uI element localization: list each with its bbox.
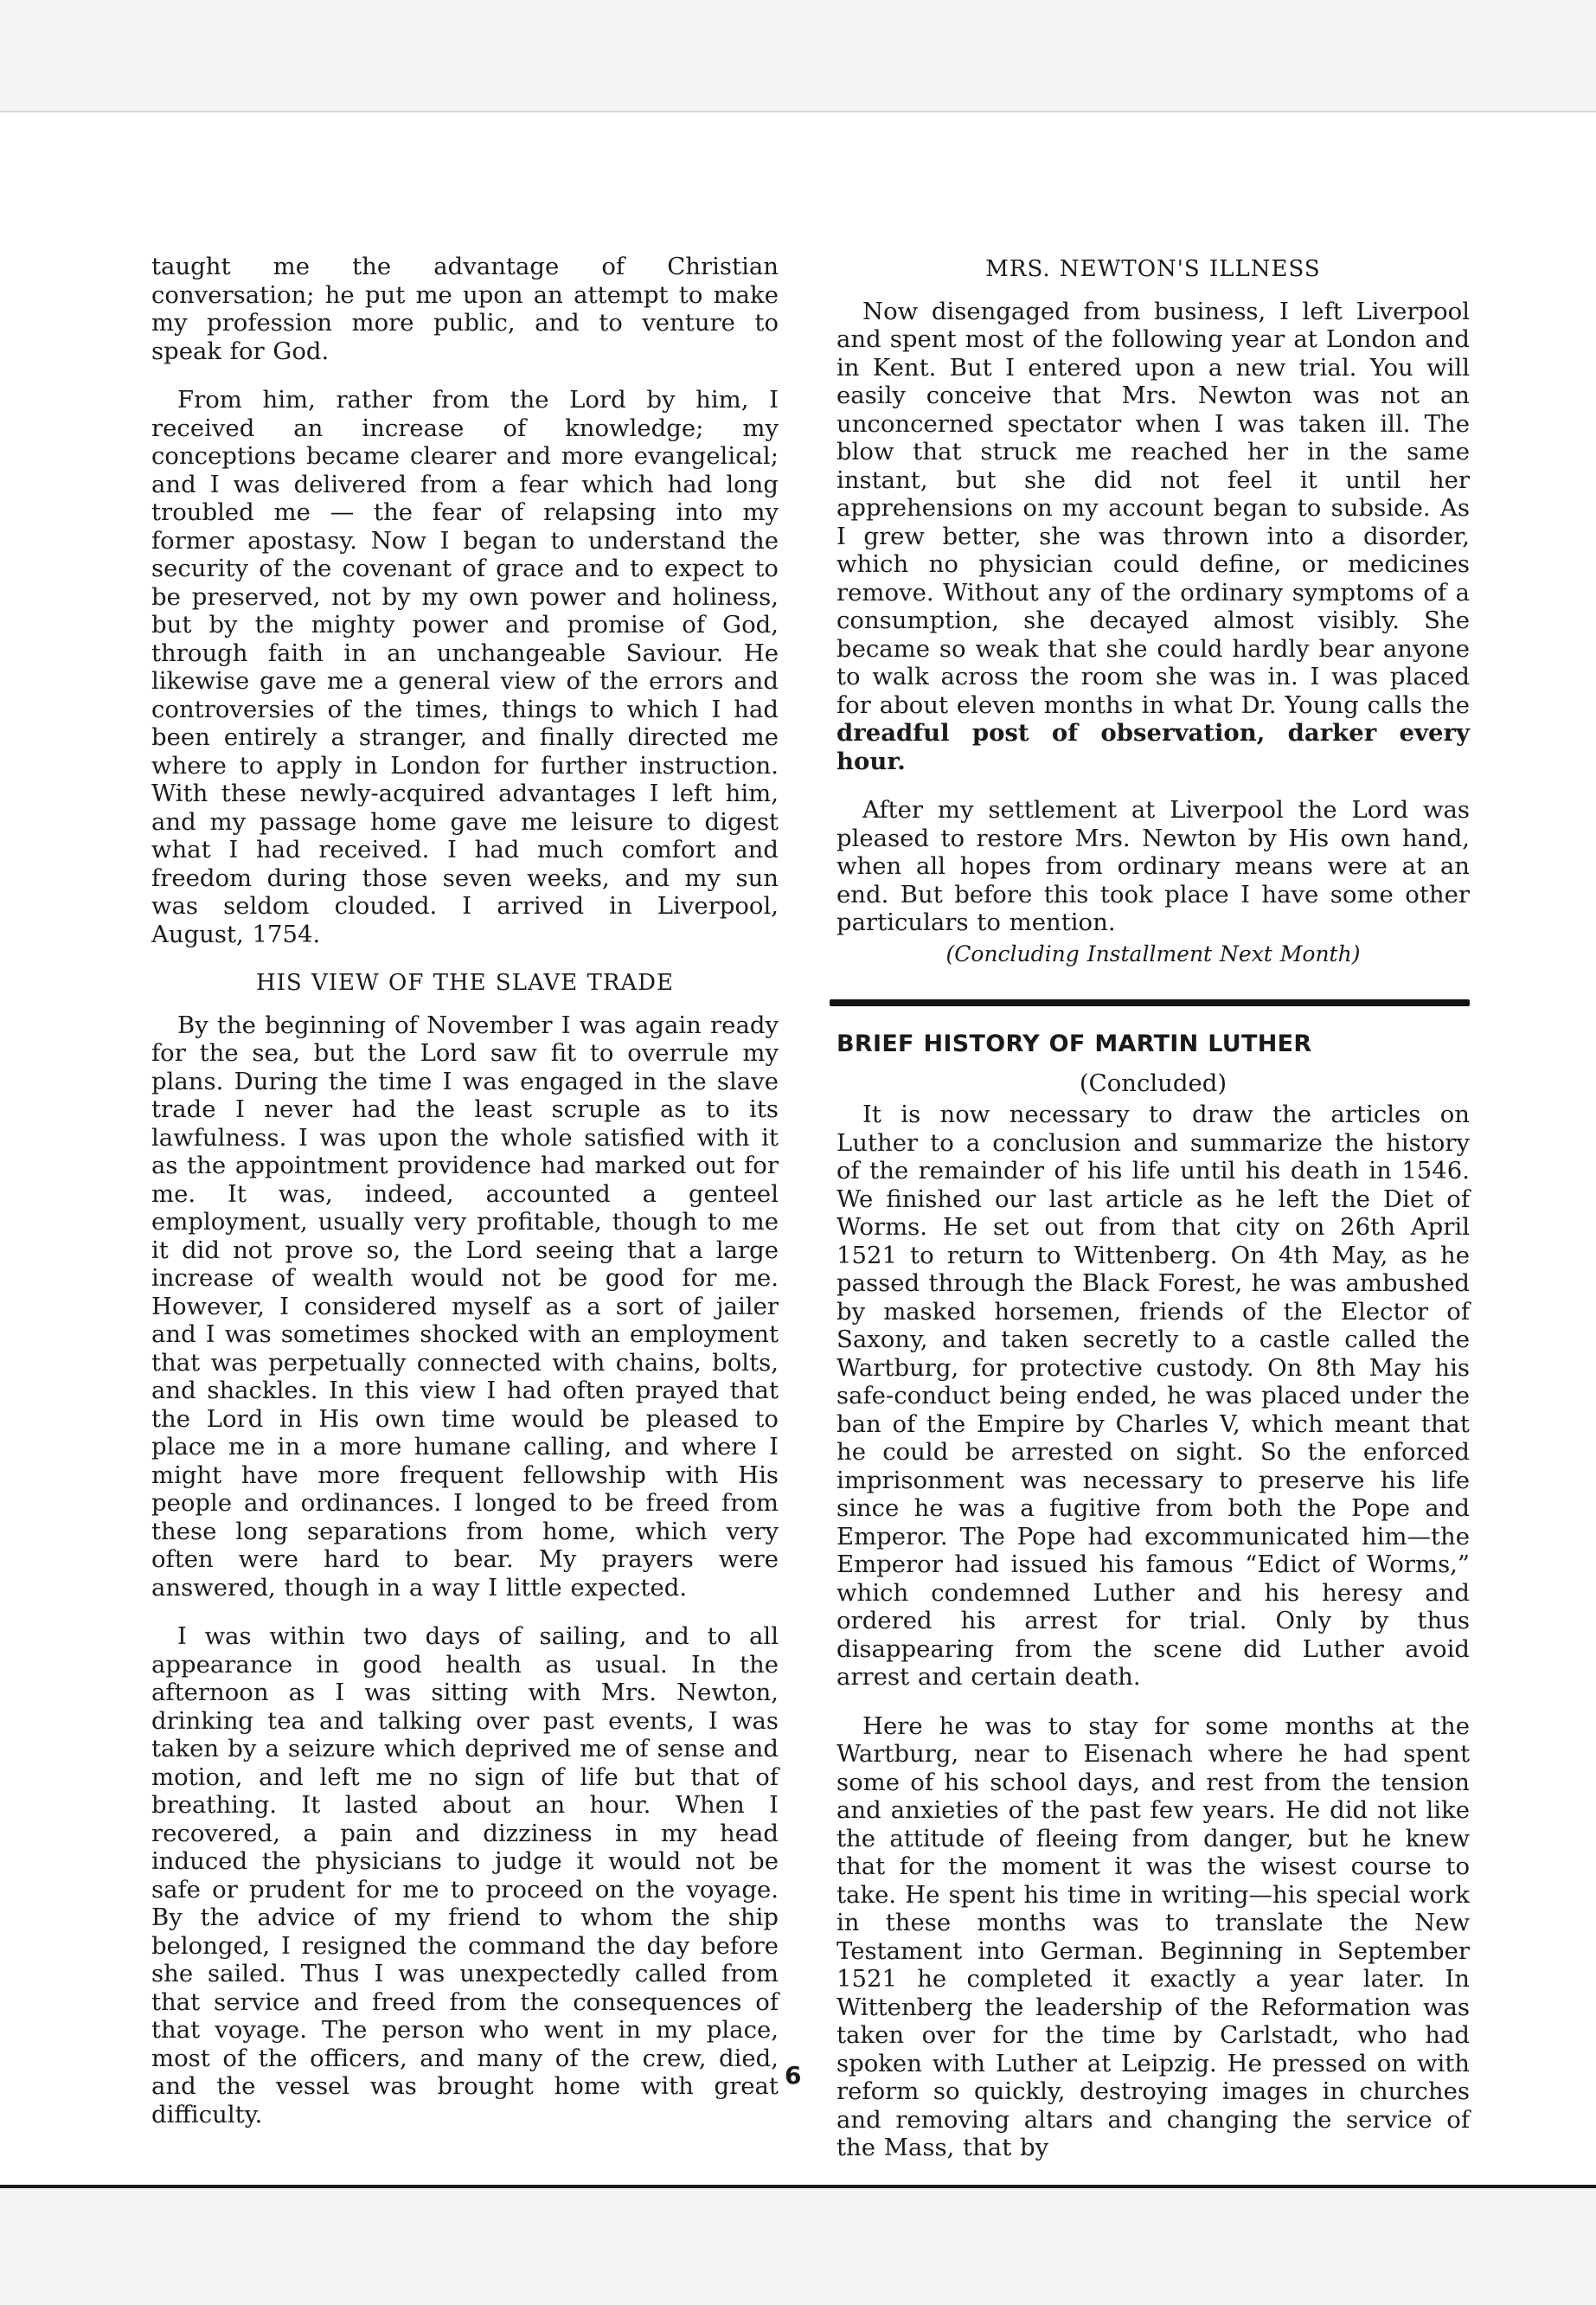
page-number: 6: [785, 2061, 802, 2090]
article-subtitle: (Concluded): [1079, 1069, 1227, 1097]
paragraph: It is now necessary to draw the articles on Luther to a conclusion and summarize the history of the remainder of his life until his death in 1546. We finished our last article as he left the Diet of Worms. He set out from that city on 26th April 1521 to return to Wittenberg. On 4th May, as he passed through the Black Forest, he was ambushed by masked horsemen, friends of the Elector of Saxony, and taken secretly to a castle called the Wartburg, for protective custody. On 8th May his safe-conduct being ended, he was placed under the ban of the Empire by Charles V, which meant that he could be arrested on sight. So the enforced imprisonment was necessary to preserve his life since he was a fugitive from both the Pope and Emperor. The Pope had excommunicated him—the Emperor had issued his famous “Edict of Worms,” which condemned Luther and his heresy and ordered his arrest for trial. Only by thus disappearing from the scene did Luther avoid arrest and certain death.: [836, 1101, 1470, 1691]
left-column: [151, 253, 779, 2149]
scan-bottom-margin: [0, 2185, 1596, 2305]
paragraph: taught me the advantage of Christian conversation; he put me upon an attempt to make my profession more public, and to venture to speak for God.: [151, 253, 779, 365]
paragraph: Here he was to stay for some months at the Wartburg, near to Eisenach where he had spent some of his school days, and rest from the tension and anxieties of the past few years. He did not like the attitude of fleeing from danger, but he knew that for the moment it was the wisest course to take. He spent his time in writing—his special work in these months was to translate the New Testament into German. Beginning in September 1521 he completed it exactly a year later. In Wittenberg the leadership of the Reformation was taken over for the time by Carlstadt, who had spoken with Luther at Leipzig. He pressed on with reform so quickly, destroying images in churches and removing altars and changing the service of the Mass, that by: [836, 1711, 1470, 2161]
paragraph: After my settlement at Liverpool the Lord was pleased to restore Mrs. Newton by His own hand, when all hopes from ordinary means were at an end. But before this took place I have some other particulars to mention.: [836, 796, 1470, 936]
paragraph-text: Now disengaged from business, I left Liverpool and spent most of the following year at London and in Kent. But I entered upon a new trial. You will easily conceive that Mrs. Newton was not an unconcerned spectator when I was taken ill. The blow that struck me reached her in the same instant, but she did not feel it until her apprehensions on my account began to subside. As I grew better, she was thrown into a disorder, which no physician could define, or medicines remove. Without any of the ordinary symptoms of a consumption, she decayed almost visibly. She became so weak that she could hardly bear anyone to walk across the room she was in. I was placed for about eleven months in what Dr. Young calls the: [836, 297, 1470, 719]
section-heading-slave-trade: HIS VIEW OF THE SLAVE TRADE: [255, 970, 674, 996]
paragraph: By the beginning of November I was again ready for the sea, but the Lord saw fit to overrule my plans. During the time I was engaged in the slave trade I never had the least scruple as to its lawfulness. I was upon the whole satisfied with it as the appointment providence had marked out for me. It was, indeed, accounted a genteel employment, usually very profitable, though to me it did not prove so, the Lord seeing that a large increase of wealth would not be good for me. However, I considered myself as a sort of jailer and I was sometimes shocked with an employment that was perpetually connected with chains, bolts, and shackles. In this view I had often prayed that the Lord in His own time would be pleased to place me in a more humane calling, and where I might have more frequent fellowship with His people and ordinances. I longed to be freed from these long separations from home, which very often were hard to bear. My prayers were answered, though in a way I little expected.: [151, 1011, 779, 1602]
section-heading-illness: MRS. NEWTON'S ILLNESS: [985, 256, 1321, 282]
continued-note: (Concluding Installment Next Month): [945, 941, 1361, 966]
article-title: BRIEF HISTORY OF MARTIN LUTHER: [836, 1031, 1312, 1057]
paragraph: [836, 298, 1470, 776]
paragraph: From him, rather from the Lord by him, I received an increase of knowledge; my conceptions became clearer and more evangelical; and I was delivered from a fear which had long troubled me — the fear of relapsing into my former apostasy. Now I began to understand the security of the covenant of grace and to expect to be preserved, not by my own power and holiness, but by the mighty power and promise of God, through faith in an unchangeable Saviour. He likewise gave me a general view of the errors and controversies of the times, things to which I had been entirely a stranger, and finally directed me where to apply in London for further instruction. With these newly-acquired advantages I left him, and my passage home gave me leisure to digest what I had received. I had much comfort and freedom during those seven weeks, and my sun was seldom clouded. I arrived in Liverpool, August, 1754.: [151, 386, 779, 948]
divider-rule: [830, 999, 1470, 1006]
bold-phrase: dreadful post of observation, darker every hour.: [836, 719, 1470, 775]
scan-top-margin: [0, 0, 1596, 112]
paragraph: I was within two days of sailing, and to all appearance in good health as usual. In the afternoon as I was sitting with Mrs. Newton, drinking tea and talking over past events, I was taken by a seizure which deprived me of sense and motion, and left me no sign of life but that of breathing. It lasted about an hour. When I recovered, a pain and dizziness in my head induced the physicians to judge it would not be safe or prudent for me to proceed on the voyage. By the advice of my friend to whom the ship belonged, I resigned the command the day before she sailed. Thus I was unexpectedly called from that service and freed from the consequences of that voyage. The person who went in my place, most of the officers, and many of the crew, died, and the vessel was brought home with great difficulty.: [151, 1622, 779, 2128]
right-column: [836, 255, 1470, 2183]
